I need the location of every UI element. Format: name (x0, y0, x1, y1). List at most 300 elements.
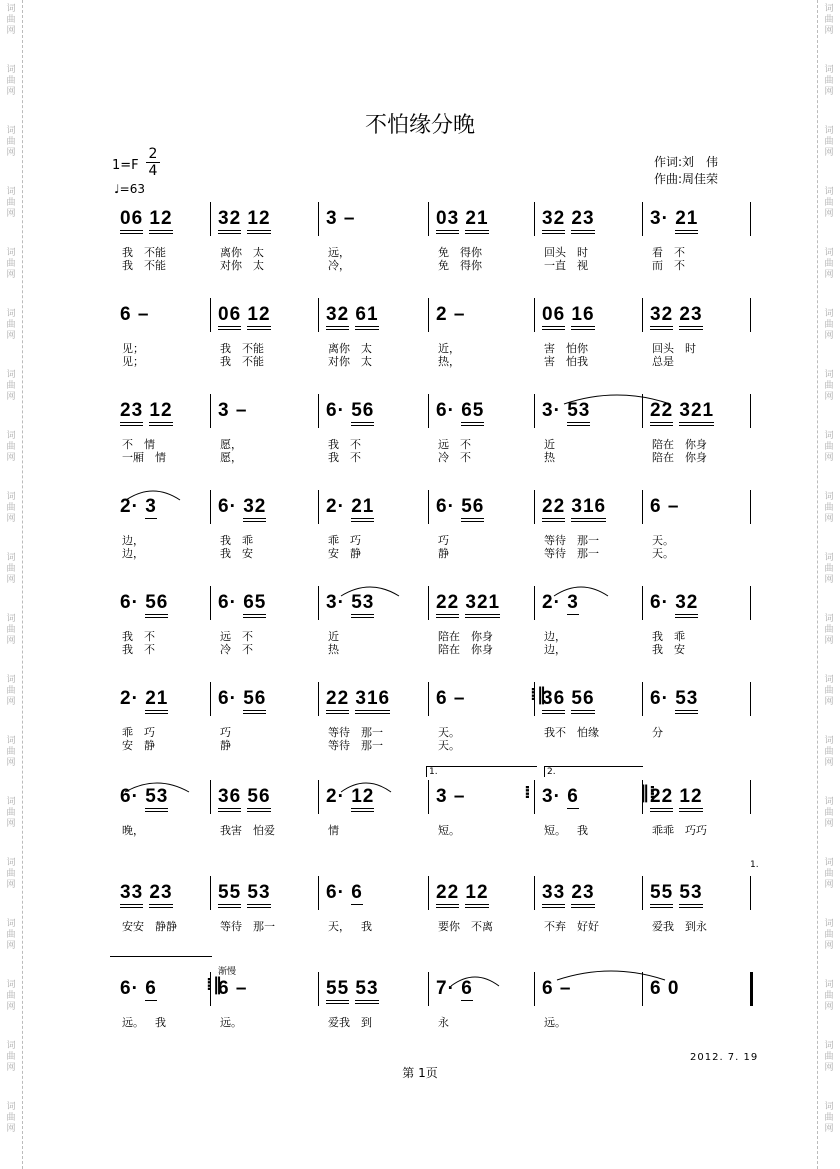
repeat-end: ⁞ (524, 782, 531, 803)
lyric-verse-1: 陪在 你身 (438, 630, 493, 643)
lyric-verse-1: 我不 怕缘 (544, 726, 599, 739)
lyric-verse-1: 等待 那一 (544, 534, 599, 547)
lyric-verse-2: 冷 不 (438, 451, 471, 464)
note-group: 32 (650, 304, 673, 330)
barline (750, 682, 751, 716)
page-number: 第 1页 (402, 1066, 438, 1080)
slur (340, 778, 392, 794)
barline (428, 394, 429, 428)
lyric-verse-1: 不 情 (122, 438, 155, 451)
measure-notes (120, 208, 173, 230)
note-group: 56 (145, 592, 168, 618)
note-group: 2· (326, 496, 345, 517)
measure-notes (326, 208, 355, 230)
lyric-verse-2: 热 (328, 643, 339, 656)
watermark-text: 词 曲 网 (6, 858, 16, 890)
measure-notes (120, 882, 173, 904)
barline (642, 586, 643, 620)
lyric-verse-1: 安安 静静 (122, 920, 177, 933)
note-group: 6· (650, 688, 669, 709)
note-group: 06 (218, 304, 241, 330)
note-group: 6 (436, 688, 448, 709)
measure-notes (120, 400, 173, 422)
barline (642, 298, 643, 332)
lyric-verse-2: 安 静 (328, 547, 361, 560)
lyric-verse-2: 我 安 (652, 643, 685, 656)
note-group: 53 (355, 978, 378, 1004)
note-group: 6· (120, 978, 139, 999)
lyric-verse-1: 离你 太 (220, 246, 264, 259)
barline (318, 394, 319, 428)
note-group: 23 (679, 304, 702, 330)
note-group: 55 (326, 978, 349, 1004)
lyric-verse-1: 巧 (438, 534, 449, 547)
note-group: 6· (120, 592, 139, 613)
lyric-verse-1: 我 不能 (122, 246, 166, 259)
note-group: 12 (247, 304, 270, 330)
note-group: 3 (326, 208, 338, 229)
barline (210, 780, 211, 814)
barline (210, 586, 211, 620)
ending-marker: 1. (750, 860, 759, 870)
note-group: 321 (465, 592, 500, 618)
note-group: 06 (542, 304, 565, 330)
barline (534, 780, 535, 814)
volta-2: 2. (544, 766, 643, 777)
note-group: 6 (218, 978, 230, 999)
note-group: 53 (679, 882, 702, 908)
staff-system (112, 202, 752, 272)
note-group: 6· (436, 496, 455, 517)
note-group: 6 (650, 496, 662, 517)
watermark-text: 词 曲 网 (824, 980, 834, 1012)
measure-notes (218, 208, 271, 230)
measure-notes (436, 592, 500, 614)
measure-notes (436, 496, 484, 518)
watermark-text: 词 曲 网 (824, 1102, 834, 1134)
note-group: 22 (326, 688, 349, 714)
watermark-text: 词 曲 网 (6, 126, 16, 158)
lyric-verse-2: 边， (544, 643, 566, 656)
lyric-verse-2: 陪在 你身 (438, 643, 493, 656)
watermark-text: 词 曲 网 (824, 370, 834, 402)
lyric-verse-2: 热， (438, 355, 460, 368)
time-top: 2 (148, 146, 158, 162)
barline (750, 202, 751, 236)
barline (534, 298, 535, 332)
barline (534, 972, 535, 1006)
lyric-verse-1: 远。 (220, 1016, 242, 1029)
note-group: 32 (675, 592, 698, 618)
watermark-text: 词 曲 网 (824, 736, 834, 768)
lyric-verse-1: 天， 我 (328, 920, 372, 933)
measure-notes (542, 688, 595, 710)
watermark-text: 词 曲 网 (824, 919, 834, 951)
lyric-verse-1: 我 不能 (220, 342, 264, 355)
note-group: 21 (465, 208, 488, 234)
lyric-verse-2: 静 (438, 547, 449, 560)
barline (318, 490, 319, 524)
barline (750, 298, 751, 332)
lyric-verse-2: 我 不 (328, 451, 361, 464)
note-group: 6 (650, 978, 662, 999)
barline (210, 682, 211, 716)
note-group: 3· (542, 786, 561, 807)
lyric-verse-2: 害 怕我 (544, 355, 588, 368)
note-group: 6 (120, 304, 132, 325)
watermark-text: 词 曲 网 (6, 553, 16, 585)
note-group: 56 (247, 786, 270, 812)
lyric-verse-1: 等待 那一 (328, 726, 383, 739)
barline (428, 876, 429, 910)
note-group: 6 (567, 786, 579, 807)
measure-notes (542, 304, 595, 326)
watermark-text: 词 曲 网 (824, 553, 834, 585)
note-group: 55 (218, 882, 241, 908)
note-group: 36 (218, 786, 241, 812)
note-group: 12 (149, 208, 172, 234)
watermark-text: 词 曲 网 (824, 4, 834, 36)
barline (428, 298, 429, 332)
barline (428, 780, 429, 814)
volta-bracket (110, 956, 212, 967)
note-group: 56 (351, 400, 374, 426)
barline (318, 202, 319, 236)
staff-system (112, 876, 752, 933)
note-group: 22 (650, 400, 673, 426)
note-group: 33 (542, 882, 565, 908)
staff-system (112, 682, 752, 752)
watermark-text: 词 曲 网 (824, 675, 834, 707)
lyric-verse-2: 热 (544, 451, 555, 464)
barline (750, 972, 753, 1006)
lyric-verse-1: 乖 巧 (122, 726, 155, 739)
barline (750, 490, 751, 524)
measure-notes (326, 688, 390, 710)
lyric-verse-2: 等待 那一 (544, 547, 599, 560)
note-group: 32 (218, 208, 241, 234)
lyric-verse-1: 远。 我 (122, 1016, 166, 1029)
note-group: 53 (351, 592, 374, 618)
watermark-text: 词 曲 网 (824, 309, 834, 341)
measure-notes (650, 304, 703, 326)
time-bottom: 4 (146, 162, 160, 179)
watermark-text: 词 曲 网 (6, 4, 16, 36)
lyric-verse-2: 见； (122, 355, 144, 368)
watermark-text: 词 曲 网 (824, 614, 834, 646)
lyric-verse-2: 静 (220, 739, 231, 752)
note-group: 21 (351, 496, 374, 522)
note-group: 03 (436, 208, 459, 234)
slur (556, 966, 666, 982)
lyric-verse-1: 巧 (220, 726, 231, 739)
measure-notes (218, 400, 247, 422)
note-group: 53 (567, 400, 590, 426)
volta-1: 1. (426, 766, 537, 777)
measure-notes (326, 496, 374, 518)
measure-notes (436, 688, 465, 710)
note-group: 32 (542, 208, 565, 234)
watermark-text: 词 曲 网 (6, 1102, 16, 1134)
note-group: 321 (679, 400, 714, 426)
staff-system (112, 780, 752, 837)
note-group: 12 (679, 786, 702, 812)
watermark-text: 词 曲 网 (824, 797, 834, 829)
measure-notes (218, 786, 271, 808)
note-group: 3 (145, 496, 157, 517)
slur (553, 582, 609, 598)
right-margin-watermark (817, 0, 840, 1169)
barline (318, 586, 319, 620)
lyric-verse-1: 永 (438, 1016, 449, 1029)
watermark-text: 词 曲 网 (6, 980, 16, 1012)
measure-notes (218, 304, 271, 326)
note-group: 6· (326, 400, 345, 421)
measure-notes (120, 688, 168, 710)
lyric-verse-1: 边， (122, 534, 144, 547)
note-group: 6· (650, 592, 669, 613)
note-group: 3· (542, 400, 561, 421)
barline (428, 490, 429, 524)
note-group: 6 (461, 978, 473, 999)
note-group: 32 (243, 496, 266, 522)
watermark-text: 词 曲 网 (6, 309, 16, 341)
note-group: 6 (351, 882, 363, 903)
lyric-verse-2: 一直 视 (544, 259, 588, 272)
note-group: 3 (436, 786, 448, 807)
barline (318, 298, 319, 332)
watermark-text: 词 曲 网 (824, 126, 834, 158)
lyric-verse-1: 我 不 (328, 438, 361, 451)
barline (750, 780, 751, 814)
ritardando-mark: 渐慢 (218, 967, 237, 977)
lyricist-credit: 作词:刘 伟 (654, 155, 719, 169)
watermark-text: 词 曲 网 (6, 248, 16, 280)
measure-notes (326, 304, 379, 326)
note-group: 22 (436, 882, 459, 908)
note-group: 22 (436, 592, 459, 618)
barline (318, 780, 319, 814)
measure-notes (218, 978, 247, 1000)
watermark-text: 词 曲 网 (6, 65, 16, 97)
slur (124, 778, 190, 794)
note-group: 23 (120, 400, 143, 426)
lyric-verse-2: 一厢 情 (122, 451, 166, 464)
staff-system (112, 490, 752, 560)
note-group: 23 (149, 882, 172, 908)
measure-notes (542, 882, 595, 904)
watermark-text: 词 曲 网 (6, 1041, 16, 1073)
watermark-text: 词 曲 网 (824, 65, 834, 97)
note-group: 2· (120, 496, 139, 517)
watermark-text: 词 曲 网 (824, 858, 834, 890)
lyric-verse-1: 晚， (122, 824, 144, 837)
barline (318, 876, 319, 910)
barline (210, 202, 211, 236)
note-group: – (235, 400, 248, 421)
watermark-text: 词 曲 网 (6, 431, 16, 463)
note-group: 316 (355, 688, 390, 714)
lyric-verse-1: 爱我 到 (328, 1016, 372, 1029)
lyric-verse-1: 不弃 好好 (544, 920, 599, 933)
measure-notes (542, 496, 606, 518)
measure-notes (650, 208, 698, 230)
note-group: 22 (650, 786, 673, 812)
lyric-verse-2: 边， (122, 547, 144, 560)
note-group: 6· (218, 496, 237, 517)
watermark-text: 词 曲 网 (6, 675, 16, 707)
note-group: 3 (567, 592, 579, 613)
slur (125, 486, 181, 502)
barline (534, 202, 535, 236)
barline (318, 682, 319, 716)
lyric-verse-2: 我 安 (220, 547, 253, 560)
measure-notes (436, 786, 465, 808)
note-group: 53 (145, 786, 168, 812)
slur (450, 972, 500, 988)
barline (534, 586, 535, 620)
tempo-marking: ♩=63 (114, 182, 145, 196)
watermark-text: 词 曲 网 (6, 614, 16, 646)
barline (210, 394, 211, 428)
lyric-verse-2: 愿， (220, 451, 242, 464)
lyric-verse-1: 远 不 (438, 438, 471, 451)
note-group: 56 (461, 496, 484, 522)
repeat-marker: ‖⁞ (640, 782, 656, 803)
lyric-verse-2: 我 不能 (220, 355, 264, 368)
note-group: 3 (218, 400, 230, 421)
barline (210, 876, 211, 910)
watermark-text: 词 曲 网 (824, 187, 834, 219)
lyric-verse-2: 我 不能 (122, 259, 166, 272)
note-group: 2· (326, 786, 345, 807)
lyric-verse-1: 边， (544, 630, 566, 643)
note-group: 21 (145, 688, 168, 714)
lyric-verse-1: 等待 那一 (220, 920, 275, 933)
lyric-verse-1: 远， (328, 246, 350, 259)
barline (210, 298, 211, 332)
lyric-verse-1: 近 (544, 438, 555, 451)
note-group: 0 (667, 978, 680, 999)
lyric-verse-2: 对你 太 (220, 259, 264, 272)
note-group: 12 (351, 786, 374, 812)
lyric-verse-1: 我害 怕爱 (220, 824, 275, 837)
barline (750, 876, 751, 910)
note-group: 6· (326, 882, 345, 903)
note-group: 21 (675, 208, 698, 234)
lyric-verse-1: 我 乖 (652, 630, 685, 643)
note-group: 55 (650, 882, 673, 908)
note-group: 6· (218, 688, 237, 709)
measure-notes (218, 882, 271, 904)
note-group: 56 (243, 688, 266, 714)
barline (642, 202, 643, 236)
note-group: 2· (542, 592, 561, 613)
measure-notes (650, 786, 703, 808)
note-group: 23 (571, 882, 594, 908)
measure-notes (436, 208, 489, 230)
repeat-end: ⁞‖ (206, 974, 222, 995)
barline (642, 490, 643, 524)
lyric-verse-1: 乖 巧 (328, 534, 361, 547)
time-signature (146, 146, 160, 179)
note-group: 65 (243, 592, 266, 618)
watermark-text: 词 曲 网 (6, 797, 16, 829)
barline (534, 876, 535, 910)
barline (210, 490, 211, 524)
lyric-verse-2: 陪在 你身 (652, 451, 707, 464)
measure-notes (650, 496, 679, 518)
lyric-verse-1: 短。 (438, 824, 460, 837)
note-group: 3· (326, 592, 345, 613)
measure-notes (650, 688, 698, 710)
lyric-verse-2: 总是 (652, 355, 674, 368)
measure-notes (218, 592, 266, 614)
lyric-verse-1: 回头 时 (652, 342, 696, 355)
note-group: 23 (571, 208, 594, 234)
note-group: 12 (465, 882, 488, 908)
lyric-verse-1: 情 (328, 824, 339, 837)
note-group: – (137, 304, 150, 325)
note-group: 22 (542, 496, 565, 522)
note-group: – (235, 978, 248, 999)
note-group: 7· (436, 978, 455, 999)
barline (642, 876, 643, 910)
note-group: 33 (120, 882, 143, 908)
note-group: 65 (461, 400, 484, 426)
note-group: 12 (149, 400, 172, 426)
lyric-verse-1: 离你 太 (328, 342, 372, 355)
lyric-verse-1: 爱我 到永 (652, 920, 707, 933)
lyric-verse-2: 免 得你 (438, 259, 482, 272)
measure-notes (542, 786, 579, 808)
staff-system (112, 586, 752, 656)
barline (750, 394, 751, 428)
lyric-verse-1: 天。 (438, 726, 460, 739)
measure-notes (436, 400, 484, 422)
lyric-verse-2: 而 不 (652, 259, 685, 272)
barline (642, 682, 643, 716)
note-group: 32 (326, 304, 349, 330)
left-margin-watermark (0, 0, 23, 1169)
lyric-verse-2: 安 静 (122, 739, 155, 752)
note-group: 6· (120, 786, 139, 807)
key-signature: 1=F (112, 158, 139, 173)
lyric-verse-2: 对你 太 (328, 355, 372, 368)
lyric-verse-1: 我 乖 (220, 534, 253, 547)
measure-notes (436, 304, 465, 326)
barline (428, 682, 429, 716)
lyric-verse-1: 远。 (544, 1016, 566, 1029)
watermark-text: 词 曲 网 (6, 370, 16, 402)
lyric-verse-1: 回头 时 (544, 246, 588, 259)
measure-notes (120, 592, 168, 614)
date: 2012. 7. 19 (690, 1052, 759, 1063)
note-group: 53 (675, 688, 698, 714)
barline (318, 972, 319, 1006)
barline (750, 586, 751, 620)
lyric-verse-1: 陪在 你身 (652, 438, 707, 451)
measure-notes (326, 978, 379, 1000)
note-group: 6· (218, 592, 237, 613)
measure-notes (436, 882, 489, 904)
note-group: 3· (650, 208, 669, 229)
measure-notes (650, 592, 698, 614)
note-group: – (453, 688, 466, 709)
lyric-verse-1: 远 不 (220, 630, 253, 643)
barline (534, 490, 535, 524)
lyric-verse-1: 近， (438, 342, 460, 355)
